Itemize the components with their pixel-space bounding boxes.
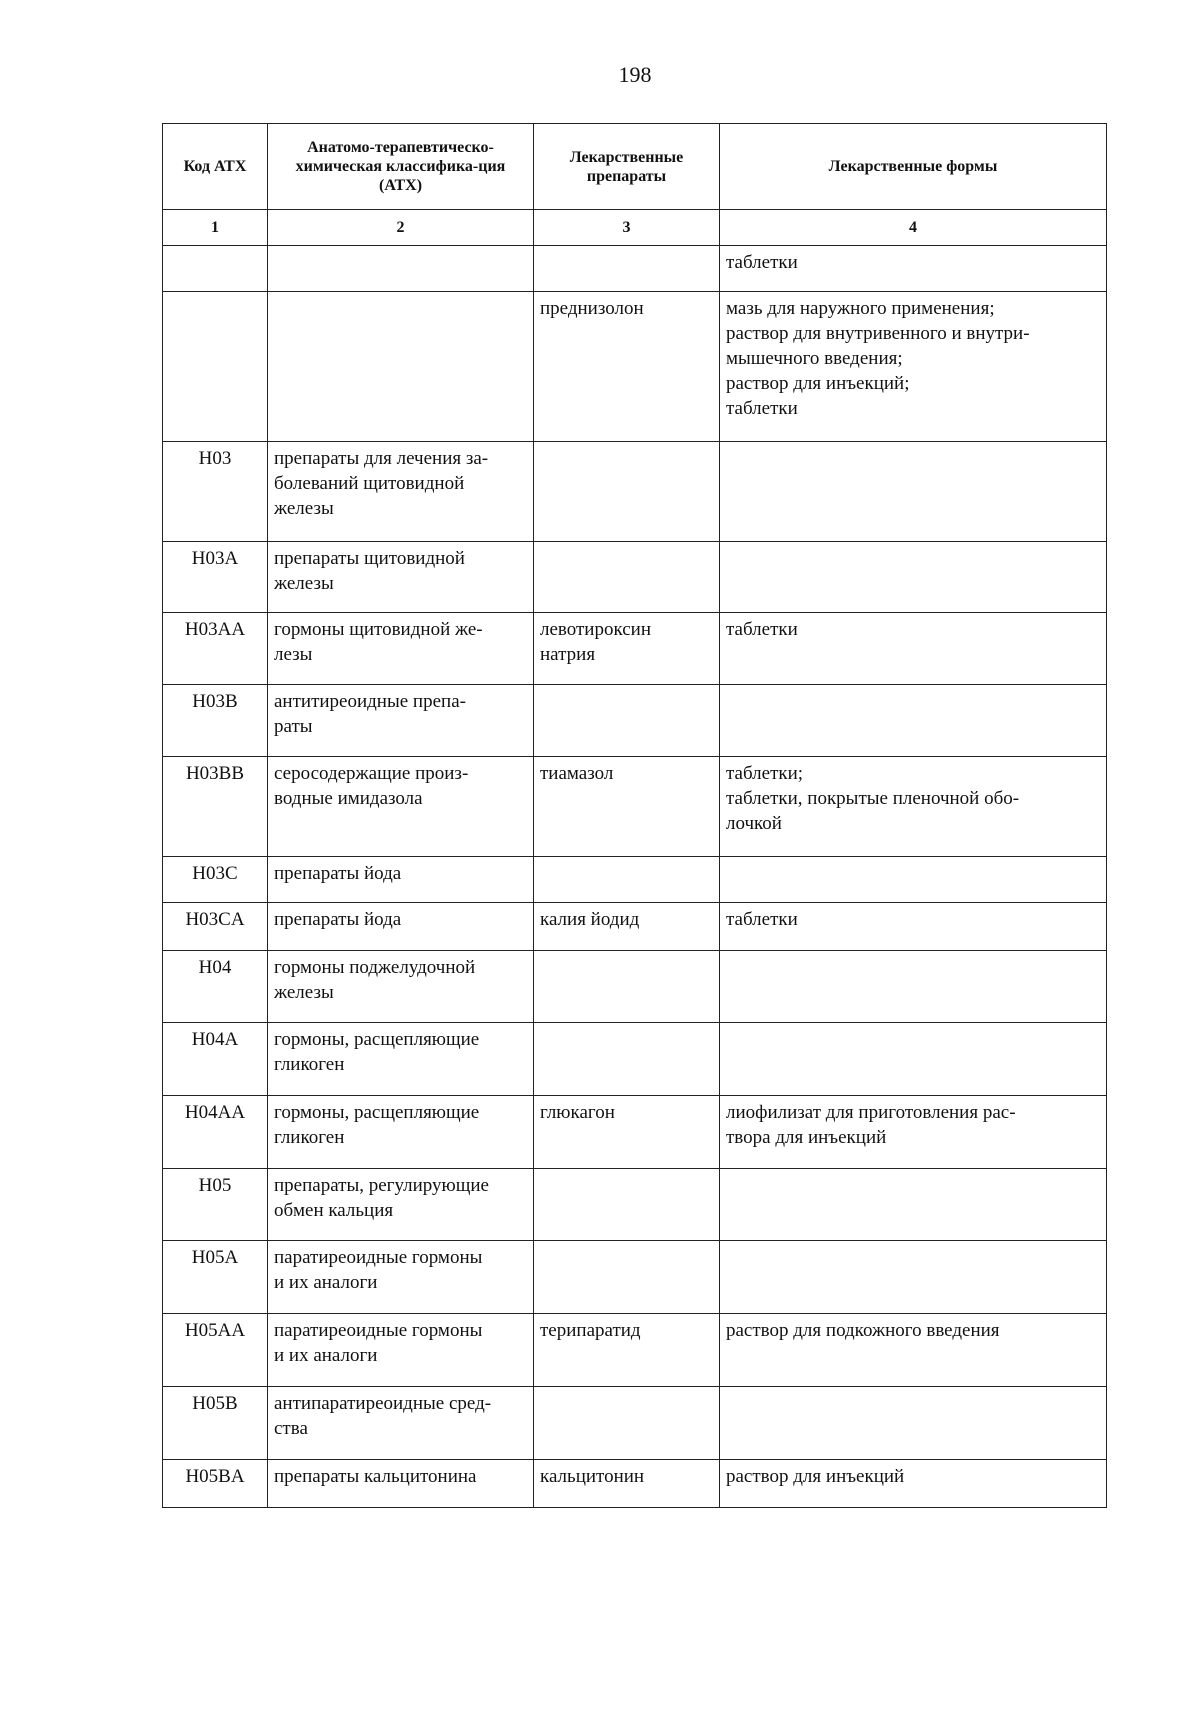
drug-cell: тиамазол xyxy=(534,757,720,857)
atx-class-cell: препараты, регулирующие обмен кальция xyxy=(268,1169,534,1241)
table-body xyxy=(163,246,1107,1508)
atx-code-cell xyxy=(163,292,268,442)
dosage-forms-cell: раствор для инъекций xyxy=(720,1460,1107,1508)
atx-class-cell: гормоны, расщепляющие гликоген xyxy=(268,1023,534,1096)
atx-table xyxy=(162,123,1107,1508)
drug-cell xyxy=(534,951,720,1023)
drug-cell: калия йодид xyxy=(534,903,720,951)
dosage-forms-cell: таблетки xyxy=(720,613,1107,685)
header-atx-classification: Анатомо-терапевтическо-химическая классифика-ция (АТХ) xyxy=(268,124,534,210)
drug-cell xyxy=(534,685,720,757)
dosage-forms-cell xyxy=(720,1387,1107,1460)
dosage-forms-cell: таблетки; таблетки, покрытые пленочной обо- лочкой xyxy=(720,757,1107,857)
atx-code-cell: H05B xyxy=(163,1387,268,1460)
table-row xyxy=(163,857,1107,903)
atx-class-cell: антипаратиреоидные сред- ства xyxy=(268,1387,534,1460)
dosage-forms-cell xyxy=(720,442,1107,542)
dosage-forms-cell: лиофилизат для приготовления рас- твора для инъекций xyxy=(720,1096,1107,1169)
dosage-forms-cell: мазь для наружного применения; раствор для внутривенного и внутри- мышечного введения; раствор для инъекций; таблетки xyxy=(720,292,1107,442)
table-row xyxy=(163,903,1107,951)
table-row xyxy=(163,951,1107,1023)
header-row xyxy=(163,124,1107,210)
atx-code-cell: H03C xyxy=(163,857,268,903)
column-number-row xyxy=(163,210,1107,246)
dosage-forms-cell xyxy=(720,685,1107,757)
table-row xyxy=(163,1241,1107,1314)
table-row xyxy=(163,442,1107,542)
table-row xyxy=(163,613,1107,685)
drug-cell xyxy=(534,542,720,613)
atx-code-cell xyxy=(163,246,268,292)
dosage-forms-cell: раствор для подкожного введения xyxy=(720,1314,1107,1387)
atx-code-cell: H05 xyxy=(163,1169,268,1241)
table-row xyxy=(163,292,1107,442)
table-row xyxy=(163,542,1107,613)
atx-class-cell: препараты кальцитонина xyxy=(268,1460,534,1508)
drug-cell xyxy=(534,1387,720,1460)
atx-code-cell: H03B xyxy=(163,685,268,757)
table-row xyxy=(163,1387,1107,1460)
drug-cell xyxy=(534,857,720,903)
table-row xyxy=(163,1169,1107,1241)
atx-code-cell: H05BA xyxy=(163,1460,268,1508)
column-number: 2 xyxy=(268,210,534,246)
atx-code-cell: H03BB xyxy=(163,757,268,857)
drug-cell: глюкагон xyxy=(534,1096,720,1169)
atx-code-cell: H03AA xyxy=(163,613,268,685)
drug-cell: левотироксин натрия xyxy=(534,613,720,685)
drug-cell xyxy=(534,442,720,542)
atx-code-cell: H05A xyxy=(163,1241,268,1314)
page-number: 198 xyxy=(618,62,652,87)
table-row xyxy=(163,246,1107,292)
atx-code-cell: H04 xyxy=(163,951,268,1023)
drug-cell: терипаратид xyxy=(534,1314,720,1387)
header-drugs: Лекарственные препараты xyxy=(534,124,720,210)
atx-code-cell: H05AA xyxy=(163,1314,268,1387)
table-row xyxy=(163,1314,1107,1387)
atx-class-cell: гормоны щитовидной же- лезы xyxy=(268,613,534,685)
column-number: 3 xyxy=(534,210,720,246)
drug-cell: кальцитонин xyxy=(534,1460,720,1508)
atx-class-cell: препараты щитовидной железы xyxy=(268,542,534,613)
dosage-forms-cell xyxy=(720,951,1107,1023)
table-row xyxy=(163,757,1107,857)
header-dosage-forms: Лекарственные формы xyxy=(720,124,1107,210)
atx-class-cell: антитиреоидные препа- раты xyxy=(268,685,534,757)
atx-class-cell: препараты йода xyxy=(268,903,534,951)
drug-cell: преднизолон xyxy=(534,292,720,442)
atx-code-cell: H03A xyxy=(163,542,268,613)
column-number: 1 xyxy=(163,210,268,246)
table-row xyxy=(163,1023,1107,1096)
atx-class-cell: гормоны, расщепляющие гликоген xyxy=(268,1096,534,1169)
atx-class-cell xyxy=(268,292,534,442)
atx-code-cell: H04A xyxy=(163,1023,268,1096)
drug-cell xyxy=(534,1023,720,1096)
dosage-forms-cell xyxy=(720,1169,1107,1241)
atx-class-cell: серосодержащие произ- водные имидазола xyxy=(268,757,534,857)
drug-cell xyxy=(534,1241,720,1314)
atx-code-cell: H03 xyxy=(163,442,268,542)
dosage-forms-cell: таблетки xyxy=(720,246,1107,292)
drug-cell xyxy=(534,246,720,292)
header-atx-code: Код АТХ xyxy=(163,124,268,210)
dosage-forms-cell: таблетки xyxy=(720,903,1107,951)
atx-class-cell: паратиреоидные гормоны и их аналоги xyxy=(268,1314,534,1387)
atx-class-cell xyxy=(268,246,534,292)
dosage-forms-cell xyxy=(720,1023,1107,1096)
table-row xyxy=(163,685,1107,757)
atx-class-cell: препараты для лечения за- болеваний щитовидной железы xyxy=(268,442,534,542)
table-row xyxy=(163,1460,1107,1508)
column-number: 4 xyxy=(720,210,1107,246)
atx-class-cell: препараты йода xyxy=(268,857,534,903)
atx-code-cell: H04AA xyxy=(163,1096,268,1169)
drug-cell xyxy=(534,1169,720,1241)
atx-class-cell: паратиреоидные гормоны и их аналоги xyxy=(268,1241,534,1314)
atx-code-cell: H03CA xyxy=(163,903,268,951)
table-row xyxy=(163,1096,1107,1169)
atx-class-cell: гормоны поджелудочной железы xyxy=(268,951,534,1023)
dosage-forms-cell xyxy=(720,857,1107,903)
dosage-forms-cell xyxy=(720,1241,1107,1314)
dosage-forms-cell xyxy=(720,542,1107,613)
